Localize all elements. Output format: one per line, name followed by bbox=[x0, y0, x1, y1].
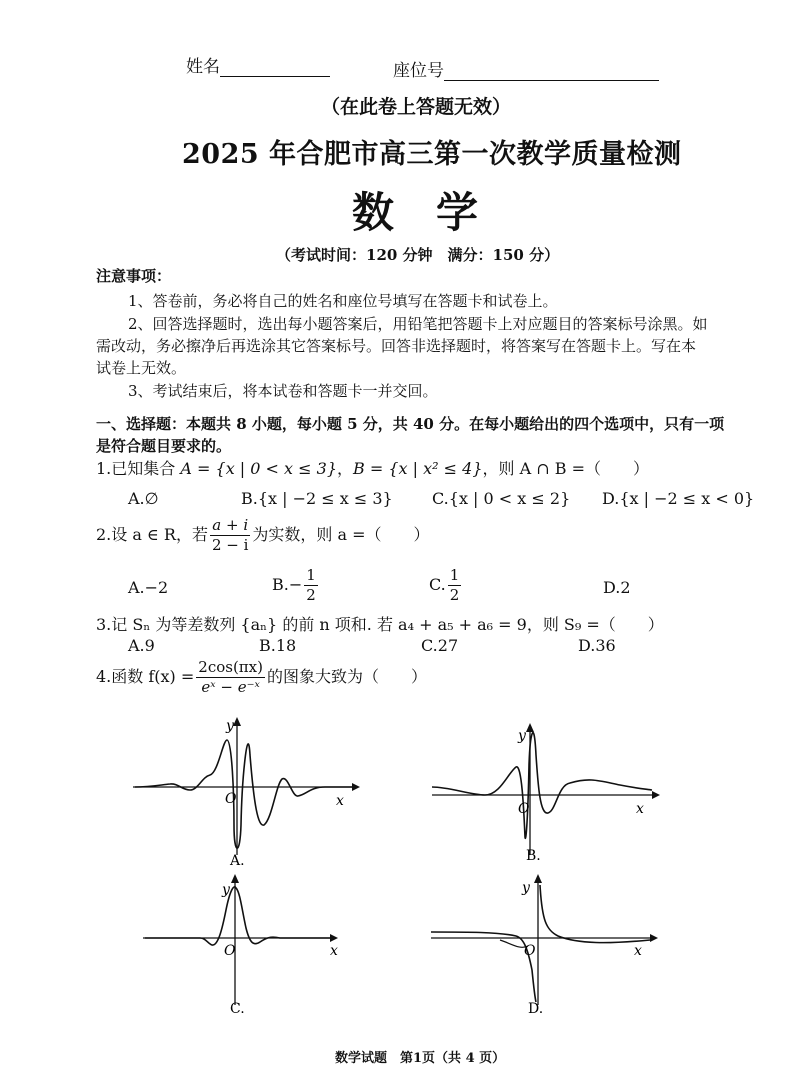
q4-frac-den: eˣ − e⁻ˣ bbox=[201, 678, 260, 696]
exam-info: （考试时间：120 分钟 满分：150 分） bbox=[276, 246, 560, 264]
q3-option-d: D.36 bbox=[578, 636, 616, 655]
graph-d-curve-left bbox=[431, 932, 536, 1002]
graph-b-origin: O bbox=[518, 801, 530, 817]
graph-a bbox=[130, 715, 360, 875]
exam-title: 2025 年合肥市高三第一次教学质量检测 bbox=[182, 139, 682, 170]
graph-a-y-arrow bbox=[233, 717, 241, 726]
graph-c-x-label: x bbox=[330, 943, 338, 959]
q2-option-c-frac bbox=[448, 566, 462, 605]
page-footer: 数学试题 第1页（共 4 页） bbox=[335, 1051, 506, 1066]
graph-b-curve bbox=[432, 733, 652, 839]
q1-option-a: A.∅ bbox=[128, 489, 159, 508]
graph-d-x-arrow bbox=[650, 934, 658, 942]
graph-c-origin: O bbox=[224, 943, 236, 959]
graph-c-label: C. bbox=[230, 1001, 245, 1017]
graph-a-label: A. bbox=[230, 853, 245, 869]
q3-option-c: C.27 bbox=[421, 636, 459, 655]
graph-c bbox=[140, 870, 355, 1020]
graph-b-x-arrow bbox=[652, 791, 660, 799]
q4-fraction bbox=[196, 658, 265, 697]
graph-b-label: B. bbox=[526, 848, 541, 864]
graph-c-x-arrow bbox=[330, 934, 338, 942]
graph-a-x-label: x bbox=[336, 793, 344, 809]
invalid-note: （在此卷上答题无效） bbox=[321, 96, 512, 118]
question-2 bbox=[96, 516, 430, 555]
question-1 bbox=[96, 456, 649, 479]
section-1-line-1: 一、选择题：本题共 8 小题，每小题 5 分，共 40 分。在每小题给出的四个选项中，只有一项 bbox=[96, 415, 725, 433]
q1-ask: ，则 A ∩ B =（ ） bbox=[482, 459, 649, 478]
q2-frac-num: a + i bbox=[212, 516, 249, 534]
q2-option-c-prefix: C. bbox=[429, 575, 446, 594]
graph-a-origin: O bbox=[225, 791, 237, 807]
q1-option-d: D.{x | −2 ≤ x < 0} bbox=[602, 489, 755, 508]
graph-d bbox=[428, 870, 668, 1020]
q4-frac-num: 2cos(πx) bbox=[198, 658, 263, 676]
graph-d-origin: O bbox=[524, 943, 536, 959]
name-blank bbox=[220, 60, 330, 77]
graph-b bbox=[430, 715, 665, 870]
graph-d-y-label: y bbox=[522, 880, 530, 896]
q4-prefix: 4.函数 f(x) = bbox=[96, 667, 195, 686]
q2-option-b bbox=[272, 566, 320, 605]
graph-c-y-label: y bbox=[222, 882, 230, 898]
graph-b-y-arrow bbox=[526, 723, 534, 732]
graph-a-curve bbox=[135, 740, 352, 848]
q1-prefix: 1.已知集合 bbox=[96, 459, 176, 478]
q2-frac-den: 2 − i bbox=[211, 536, 249, 554]
graph-c-curve bbox=[145, 887, 330, 945]
q1-set-b: B = {x | x² ≤ 4} bbox=[353, 459, 483, 478]
q1-sep: ， bbox=[337, 459, 354, 478]
graph-d-label: D. bbox=[528, 1001, 544, 1017]
graph-d-x-label: x bbox=[634, 943, 642, 959]
q2-ask: 为实数，则 a =（ ） bbox=[252, 525, 430, 544]
section-1-line-2: 是符合题目要求的。 bbox=[96, 437, 232, 455]
q1-set-a: A = {x | 0 < x ≤ 3} bbox=[180, 459, 337, 478]
notice-item-3: 3、考试结束后，将本试卷和答题卡一并交回。 bbox=[128, 382, 438, 400]
question-4 bbox=[96, 658, 427, 697]
q2-prefix: 2.设 a ∈ R，若 bbox=[96, 525, 208, 544]
graph-a-x-arrow bbox=[352, 783, 360, 791]
notice-title: 注意事项： bbox=[96, 267, 172, 285]
q2-option-b-prefix: B.− bbox=[272, 575, 303, 594]
q4-ask: 的图象大致为（ ） bbox=[266, 667, 427, 686]
notice-item-2-line-1: 2、回答选择题时，选出每小题答案后，用铅笔把答题卡上对应题目的答案标号涂黑。如 bbox=[128, 315, 708, 333]
graph-c-y-arrow bbox=[231, 874, 239, 883]
q2-fraction bbox=[210, 516, 250, 555]
graph-b-x-label: x bbox=[636, 801, 644, 817]
name-label: 姓名 bbox=[186, 57, 220, 77]
graph-d-curve-right bbox=[540, 885, 650, 943]
graph-b-y-label: y bbox=[518, 728, 526, 744]
name-field bbox=[186, 52, 330, 77]
subject-title: 数 学 bbox=[352, 188, 479, 237]
notice-item-1: 1、答卷前，务必将自己的姓名和座位号填写在答题卡和试卷上。 bbox=[128, 292, 558, 310]
notice-item-2-line-2: 需改动，务必擦净后再选涂其它答案标号。回答非选择题时，将答案写在答题卡上。写在本 bbox=[96, 337, 697, 355]
q1-option-c: C.{x | 0 < x ≤ 2} bbox=[432, 489, 571, 508]
q2-option-b-num: 1 bbox=[306, 566, 316, 584]
q3-option-a: A.9 bbox=[128, 636, 155, 655]
q2-option-b-den: 2 bbox=[306, 586, 316, 604]
q2-option-a: A.−2 bbox=[128, 578, 169, 597]
q2-option-d: D.2 bbox=[603, 578, 631, 597]
seat-field bbox=[393, 56, 659, 81]
notice-item-2-line-3: 试卷上无效。 bbox=[96, 359, 187, 377]
seat-label: 座位号 bbox=[393, 61, 444, 81]
graph-a-y-label: y bbox=[226, 718, 234, 734]
q1-option-b: B.{x | −2 ≤ x ≤ 3} bbox=[241, 489, 393, 508]
graph-d-y-arrow bbox=[534, 874, 542, 883]
question-3: 3.记 Sₙ 为等差数列 {aₙ} 的前 n 项和. 若 a₄ + a₅ + a₆ = 9，则 S₉ =（ ） bbox=[96, 615, 664, 634]
q2-option-c-num: 1 bbox=[449, 566, 460, 584]
seat-blank bbox=[444, 64, 659, 81]
q2-option-b-frac bbox=[304, 566, 318, 605]
q2-option-c bbox=[429, 566, 463, 605]
q2-option-c-den: 2 bbox=[449, 586, 460, 604]
q3-option-b: B.18 bbox=[259, 636, 297, 655]
